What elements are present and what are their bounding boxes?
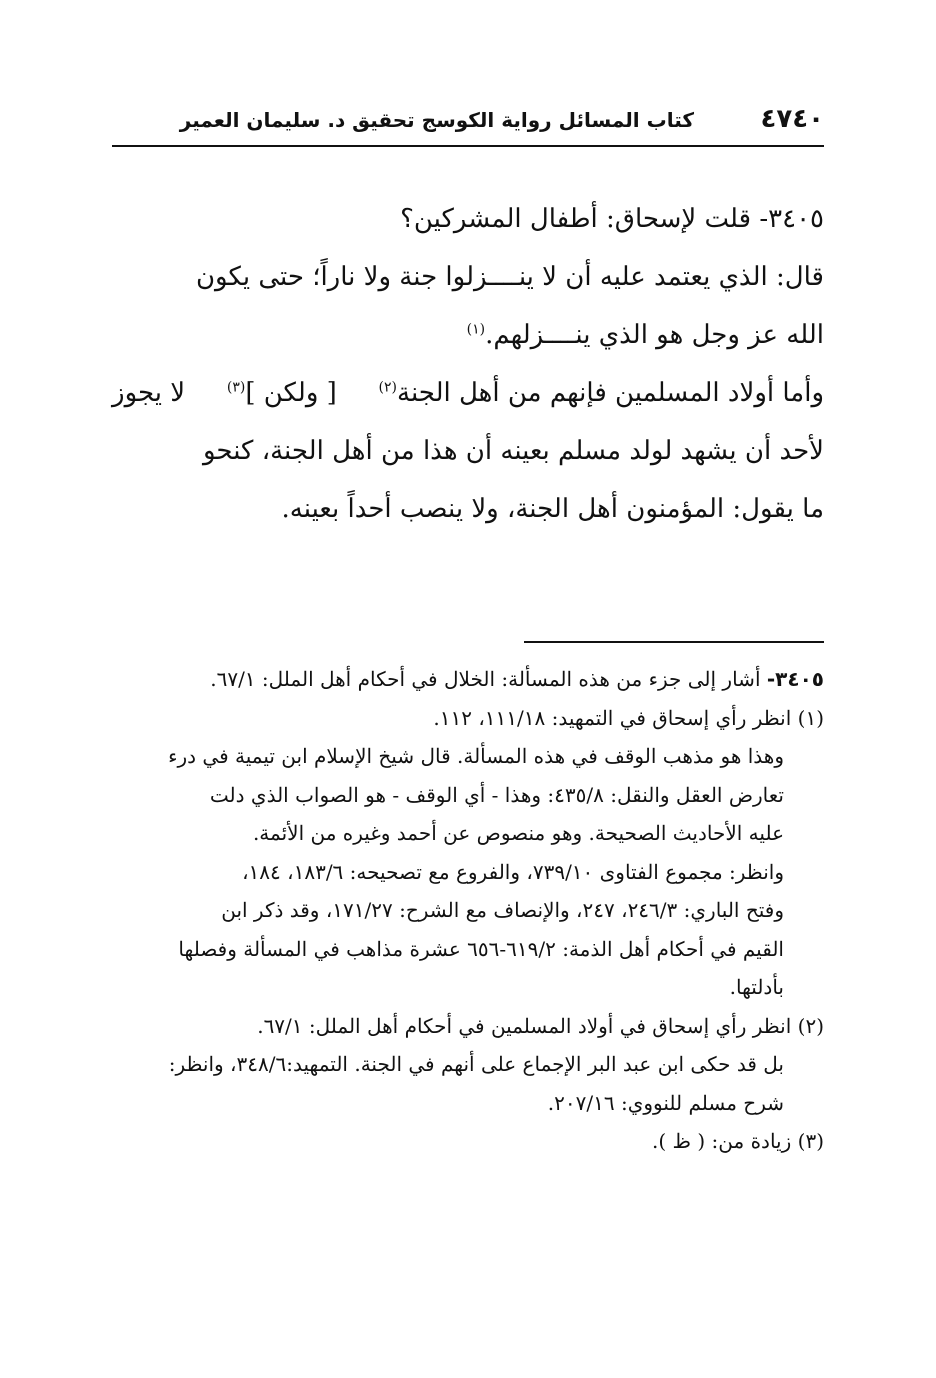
footnote-ref-1: (١) — [466, 321, 486, 338]
page-header — [112, 100, 824, 144]
answer-line-3-text: وأما أولاد المسلمين فإنهم من أهل الجنة — [397, 378, 824, 408]
footnote-1-line: وانظر: مجموع الفتاوى ٧٣٩/١٠، والفروع مع تصحيحه: ١٨٣/٦، ١٨٤، — [242, 859, 784, 884]
running-title: كتاب المسائل رواية الكوسج تحقيق د. سليمان العمير — [179, 108, 694, 132]
footnote-2-line: بل قد حكى ابن عبد البر الإجماع على أنهم في الجنة. التمهيد:٣٤٨/٦، وانظر: — [168, 1052, 784, 1076]
main-text — [112, 190, 824, 538]
footnote-1: (١) انظر رأي إسحاق في التمهيد: ١١١/١٨، ١١٢. — [433, 705, 824, 730]
footnote-issue-marker: ٣٤٠٥- — [766, 667, 824, 691]
answer-line-3 — [112, 364, 824, 422]
answer-line-3-bracket — [227, 364, 337, 422]
page-number: ٤٧٤٠ — [760, 104, 824, 134]
footnote-2: (٢) انظر رأي إسحاق في أولاد المسلمين في أحكام أهل الملل: ٦٧/١. — [257, 1013, 824, 1038]
footnote-rule — [524, 641, 824, 643]
answer-line-1-text: قال: الذي يعتمد عليه أن لا ينــــزلوا جنة ولا ناراً؛ حتى يكون — [195, 262, 824, 292]
header-rule — [112, 145, 824, 147]
footnote-1-line: وهذا هو مذهب الوقف في هذه المسألة. قال شيخ الإسلام ابن تيمية في درء — [168, 744, 784, 768]
footnote-3: (٣) زيادة من: ( ظ ). — [652, 1129, 824, 1153]
footnote-1-line: بأدلتها. — [729, 975, 784, 999]
footnote-issue — [112, 660, 824, 699]
bracketed-addition: [ ولكن ] — [245, 378, 337, 408]
footnotes — [112, 660, 824, 1161]
footnote-1-line: عليه الأحاديث الصحيحة. وهو منصوص عن أحمد وغيره من الأئمة. — [252, 821, 784, 845]
question-line: ٣٤٠٥- قلت لإسحاق: أطفال المشركين؟ — [400, 204, 824, 234]
footnote-1-line: وفتح الباري: ٢٤٦/٣، ٢٤٧، والإنصاف مع الشرح: ١٧١/٢٧، وقد ذكر ابن — [221, 898, 784, 922]
footnote-ref-3: (٣) — [226, 379, 246, 396]
answer-line-2 — [112, 306, 824, 364]
footnote-1-line: تعارض العقل والنقل: ٤٣٥/٨: وهذا - أي الوقف - هو الصواب الذي دلت — [209, 782, 784, 807]
footnote-issue-text: أشار إلى جزء من هذه المسألة: الخلال في أحكام أهل الملل: ٦٧/١. — [210, 667, 761, 691]
answer-line-5: ما يقول: المؤمنون أهل الجنة، ولا ينصب أحداً بعينه. — [281, 494, 824, 524]
answer-line-1 — [112, 248, 824, 306]
answer-line-3-start — [379, 364, 824, 422]
answer-line-2-text: الله عز وجل هو الذي ينــــزلهم. — [485, 320, 824, 350]
footnote-2-line: شرح مسلم للنووي: ٢٠٧/١٦. — [547, 1090, 784, 1115]
answer-line-3-end: لا يجوز — [112, 378, 186, 408]
answer-line-4: لأحد أن يشهد لولد مسلم بعينه أن هذا من أهل الجنة، كنحو — [203, 436, 824, 466]
footnote-ref-2: (٢) — [378, 379, 398, 396]
footnote-1-line: القيم في أحكام أهل الذمة: ٦١٩/٢-٦٥٦ عشرة مذاهب في المسألة وفصلها — [178, 936, 784, 961]
